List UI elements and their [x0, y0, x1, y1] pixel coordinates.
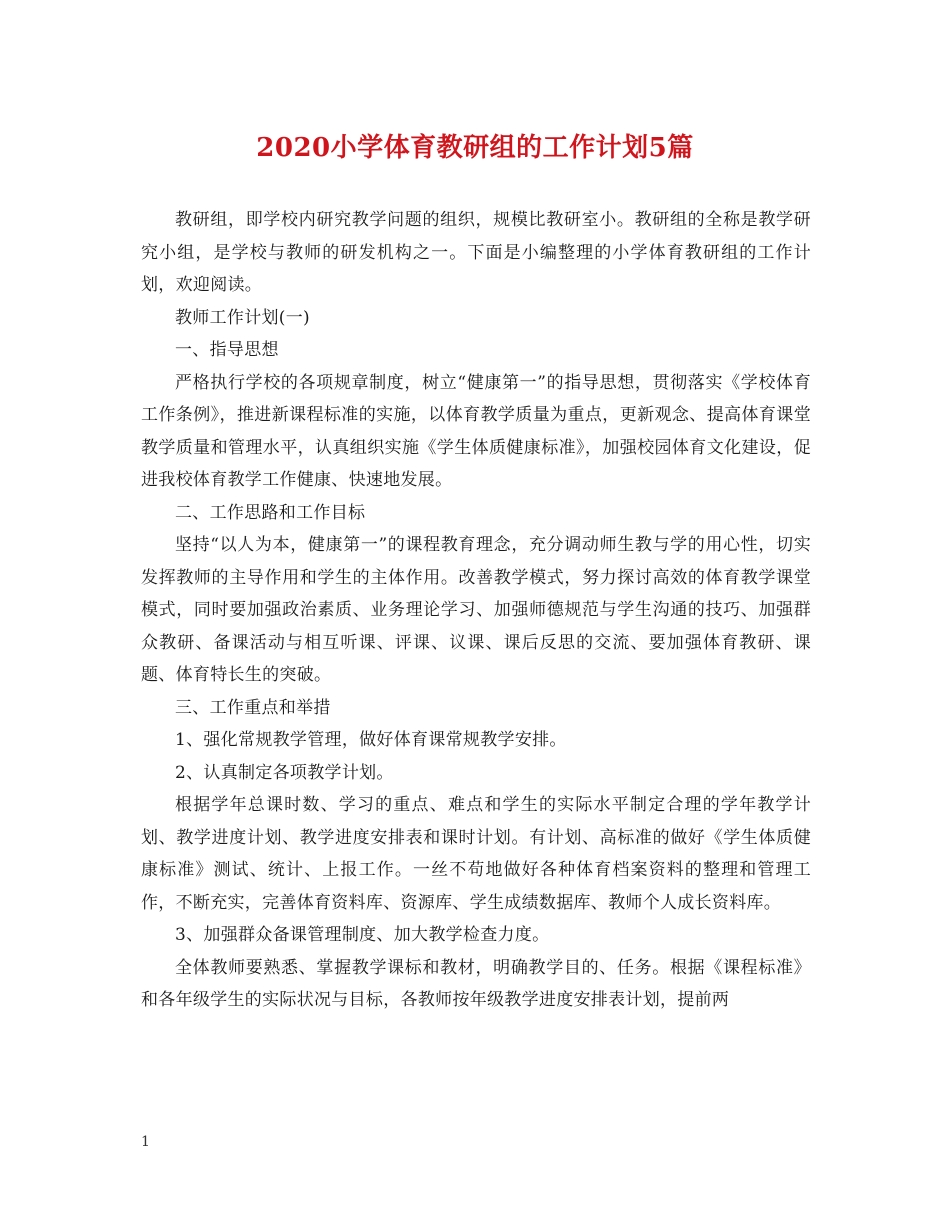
document-title: 2020小学体育教研组的工作计划5篇: [256, 133, 694, 163]
paragraph-guiding-thought: 严格执行学校的各项规章制度，树立“健康第一”的指导思想，贯彻落实《学校体育工作条例》，推进新课程标准的实施，以体育教学质量为重点，更新观念、提高体育课堂教学质量和管理水平，认真组织实施《学生体质健康标准》，加强校园体育文化建设，促进我校体育教学工作健康、快速地发展。: [141, 372, 811, 490]
page-number: 1: [141, 1134, 150, 1150]
intro-paragraph: 教研组，即学校内研究教学问题的组织，规模比教研室小。教研组的全称是教学研究小组，是学校与教师的研发机构之一。下面是小编整理的小学体育教研组的工作计划，欢迎阅读。: [141, 210, 811, 295]
paragraph-teaching-plans: 根据学年总课时数、学习的重点、难点和学生的实际水平制定合理的学年教学计划、教学进度计划、教学进度安排表和课时计划。有计划、高标准的做好《学生体质健康标准》测试、统计、上报工作。一丝不苟地做好各种体育档案资料的整理和管理工作，不断充实，完善体育资料库、资源库、学生成绩数据库、教师个人成长资料库。: [141, 795, 811, 913]
list-item-2: 2、认真制定各项教学计划。: [175, 762, 394, 783]
paragraph-work-goals: 坚持“以人为本，健康第一”的课程教育理念，充分调动师生教与学的用心性，切实发挥教师的主导作用和学生的主体作用。改善教学模式，努力探讨高效的体育教学课堂模式，同时要加强政治素质、业务理论学习、加强师德规范与学生沟通的技巧、加强群众教研、备课活动与相互听课、评课、议课、课后反思的交流、要加强体育教研、课题、体育特长生的突破。: [141, 535, 811, 685]
paragraph-curriculum: 全体教师要熟悉、掌握教学课标和教材，明确教学目的、任务。根据《课程标准》和各年级学生的实际状况与目标，各教师按年级教学进度安排表计划，提前两: [141, 957, 811, 1010]
plan-heading: 教师工作计划(一): [175, 307, 310, 328]
section-heading-work-goals: 二、工作思路和工作目标: [175, 502, 366, 523]
section-heading-guiding-thought: 一、指导思想: [175, 340, 279, 360]
document-body: [141, 204, 811, 1017]
section-heading-key-measures: 三、工作重点和举措: [175, 697, 331, 718]
list-item-1: 1、强化常规教学管理，做好体育课常规教学安排。: [175, 730, 567, 750]
list-item-3: 3、加强群众备课管理制度、加大教学检查力度。: [175, 925, 550, 945]
